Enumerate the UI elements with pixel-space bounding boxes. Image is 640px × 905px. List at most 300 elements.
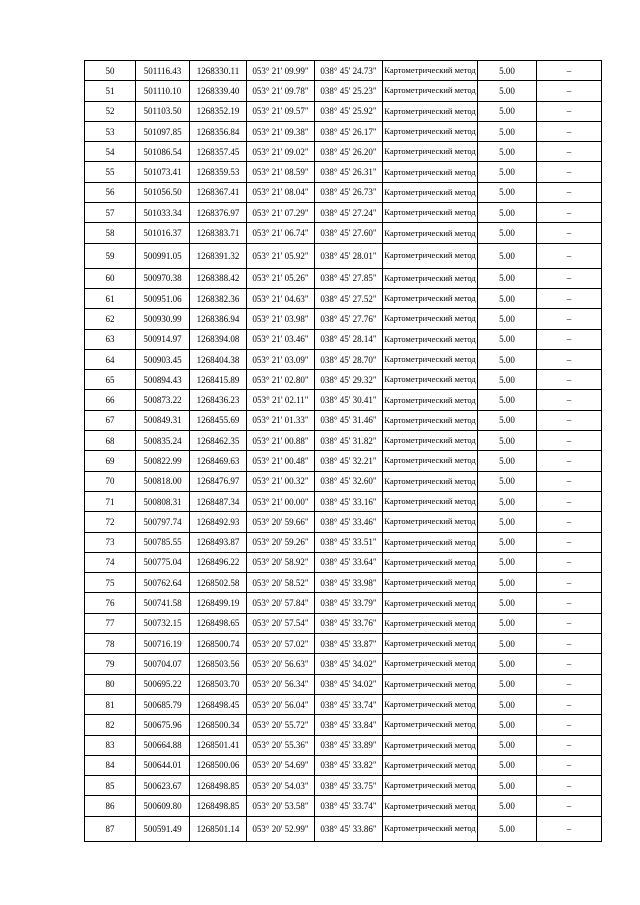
y-coordinate-cell: 1268367.41 <box>190 182 247 202</box>
method-cell: Картометрический метод <box>383 552 478 572</box>
longitude-cell: 038° 45' 25.23" <box>315 81 383 101</box>
y-coordinate-cell: 1268496.22 <box>190 552 247 572</box>
method-cell: Картометрический метод <box>383 776 478 796</box>
table-row <box>85 410 602 430</box>
x-coordinate-cell: 500873.22 <box>136 390 190 410</box>
x-coordinate-cell: 500695.22 <box>136 674 190 694</box>
method-cell: Картометрический метод <box>383 451 478 471</box>
table-row <box>85 101 602 121</box>
point-number-cell: 64 <box>85 349 136 369</box>
method-cell: Картометрический метод <box>383 243 478 268</box>
note-cell: – <box>537 573 602 593</box>
accuracy-cell: 5.00 <box>478 329 537 349</box>
point-number-cell: 65 <box>85 370 136 390</box>
method-cell: Картометрический метод <box>383 532 478 552</box>
latitude-cell: 053° 21' 05.92" <box>247 243 315 268</box>
latitude-cell: 053° 20' 58.52" <box>247 573 315 593</box>
method-cell: Картометрический метод <box>383 816 478 841</box>
x-coordinate-cell: 500930.99 <box>136 309 190 329</box>
method-cell: Картометрический метод <box>383 593 478 613</box>
x-coordinate-cell: 501086.54 <box>136 142 190 162</box>
accuracy-cell: 5.00 <box>478 410 537 430</box>
accuracy-cell: 5.00 <box>478 61 537 81</box>
longitude-cell: 038° 45' 31.46" <box>315 410 383 430</box>
latitude-cell: 053° 21' 09.38" <box>247 121 315 141</box>
note-cell: – <box>537 182 602 202</box>
note-cell: – <box>537 223 602 243</box>
x-coordinate-cell: 500664.88 <box>136 735 190 755</box>
method-cell: Картометрический метод <box>383 512 478 532</box>
method-cell: Картометрический метод <box>383 613 478 633</box>
table-row <box>85 491 602 511</box>
table-row <box>85 309 602 329</box>
y-coordinate-cell: 1268415.89 <box>190 370 247 390</box>
table-row <box>85 370 602 390</box>
table-row <box>85 203 602 223</box>
y-coordinate-cell: 1268476.97 <box>190 471 247 491</box>
point-number-cell: 70 <box>85 471 136 491</box>
table-row <box>85 573 602 593</box>
x-coordinate-cell: 500818.00 <box>136 471 190 491</box>
y-coordinate-cell: 1268499.19 <box>190 593 247 613</box>
note-cell: – <box>537 309 602 329</box>
latitude-cell: 053° 20' 57.84" <box>247 593 315 613</box>
point-number-cell: 53 <box>85 121 136 141</box>
longitude-cell: 038° 45' 32.60" <box>315 471 383 491</box>
y-coordinate-cell: 1268359.53 <box>190 162 247 182</box>
point-number-cell: 76 <box>85 593 136 613</box>
latitude-cell: 053° 21' 08.59" <box>247 162 315 182</box>
accuracy-cell: 5.00 <box>478 491 537 511</box>
method-cell: Картометрический метод <box>383 491 478 511</box>
note-cell: – <box>537 715 602 735</box>
accuracy-cell: 5.00 <box>478 796 537 816</box>
longitude-cell: 038° 45' 33.84" <box>315 715 383 735</box>
table-row <box>85 755 602 775</box>
latitude-cell: 053° 21' 03.09" <box>247 349 315 369</box>
method-cell: Картометрический метод <box>383 755 478 775</box>
latitude-cell: 053° 21' 09.99" <box>247 61 315 81</box>
point-number-cell: 54 <box>85 142 136 162</box>
x-coordinate-cell: 500675.96 <box>136 715 190 735</box>
method-cell: Картометрический метод <box>383 370 478 390</box>
latitude-cell: 053° 21' 00.32" <box>247 471 315 491</box>
x-coordinate-cell: 500970.38 <box>136 268 190 288</box>
x-coordinate-cell: 501103.50 <box>136 101 190 121</box>
latitude-cell: 053° 21' 02.80" <box>247 370 315 390</box>
x-coordinate-cell: 500808.31 <box>136 491 190 511</box>
table-body <box>85 61 602 842</box>
latitude-cell: 053° 20' 54.03" <box>247 776 315 796</box>
y-coordinate-cell: 1268501.14 <box>190 816 247 841</box>
method-cell: Картометрический метод <box>383 288 478 308</box>
point-number-cell: 78 <box>85 634 136 654</box>
note-cell: – <box>537 491 602 511</box>
method-cell: Картометрический метод <box>383 431 478 451</box>
coordinates-table <box>84 60 602 842</box>
y-coordinate-cell: 1268383.71 <box>190 223 247 243</box>
latitude-cell: 053° 21' 03.46" <box>247 329 315 349</box>
x-coordinate-cell: 501073.41 <box>136 162 190 182</box>
table-row <box>85 796 602 816</box>
method-cell: Картометрический метод <box>383 223 478 243</box>
point-number-cell: 77 <box>85 613 136 633</box>
method-cell: Картометрический метод <box>383 796 478 816</box>
accuracy-cell: 5.00 <box>478 142 537 162</box>
point-number-cell: 81 <box>85 694 136 714</box>
table-row <box>85 349 602 369</box>
x-coordinate-cell: 500716.19 <box>136 634 190 654</box>
latitude-cell: 053° 20' 57.54" <box>247 613 315 633</box>
note-cell: – <box>537 101 602 121</box>
point-number-cell: 74 <box>85 552 136 572</box>
note-cell: – <box>537 162 602 182</box>
x-coordinate-cell: 501097.85 <box>136 121 190 141</box>
method-cell: Картометрический метод <box>383 654 478 674</box>
accuracy-cell: 5.00 <box>478 203 537 223</box>
longitude-cell: 038° 45' 27.60" <box>315 223 383 243</box>
accuracy-cell: 5.00 <box>478 816 537 841</box>
latitude-cell: 053° 20' 56.04" <box>247 694 315 714</box>
note-cell: – <box>537 370 602 390</box>
note-cell: – <box>537 243 602 268</box>
table-row <box>85 243 602 268</box>
accuracy-cell: 5.00 <box>478 182 537 202</box>
longitude-cell: 038° 45' 33.74" <box>315 694 383 714</box>
method-cell: Картометрический метод <box>383 268 478 288</box>
y-coordinate-cell: 1268455.69 <box>190 410 247 430</box>
y-coordinate-cell: 1268394.08 <box>190 329 247 349</box>
longitude-cell: 038° 45' 25.92" <box>315 101 383 121</box>
method-cell: Картометрический метод <box>383 182 478 202</box>
method-cell: Картометрический метод <box>383 735 478 755</box>
note-cell: – <box>537 142 602 162</box>
table-row <box>85 634 602 654</box>
accuracy-cell: 5.00 <box>478 431 537 451</box>
accuracy-cell: 5.00 <box>478 735 537 755</box>
table-row <box>85 776 602 796</box>
point-number-cell: 85 <box>85 776 136 796</box>
latitude-cell: 053° 21' 04.63" <box>247 288 315 308</box>
y-coordinate-cell: 1268352.19 <box>190 101 247 121</box>
x-coordinate-cell: 501033.34 <box>136 203 190 223</box>
longitude-cell: 038° 45' 33.89" <box>315 735 383 755</box>
x-coordinate-cell: 500797.74 <box>136 512 190 532</box>
accuracy-cell: 5.00 <box>478 674 537 694</box>
method-cell: Картометрический метод <box>383 81 478 101</box>
point-number-cell: 60 <box>85 268 136 288</box>
point-number-cell: 69 <box>85 451 136 471</box>
table-row <box>85 329 602 349</box>
longitude-cell: 038° 45' 33.46" <box>315 512 383 532</box>
table-row <box>85 552 602 572</box>
y-coordinate-cell: 1268500.74 <box>190 634 247 654</box>
point-number-cell: 52 <box>85 101 136 121</box>
point-number-cell: 63 <box>85 329 136 349</box>
point-number-cell: 75 <box>85 573 136 593</box>
x-coordinate-cell: 500732.15 <box>136 613 190 633</box>
y-coordinate-cell: 1268500.06 <box>190 755 247 775</box>
method-cell: Картометрический метод <box>383 101 478 121</box>
point-number-cell: 58 <box>85 223 136 243</box>
longitude-cell: 038° 45' 34.02" <box>315 674 383 694</box>
x-coordinate-cell: 501016.37 <box>136 223 190 243</box>
point-number-cell: 57 <box>85 203 136 223</box>
method-cell: Картометрический метод <box>383 203 478 223</box>
point-number-cell: 83 <box>85 735 136 755</box>
y-coordinate-cell: 1268339.40 <box>190 81 247 101</box>
accuracy-cell: 5.00 <box>478 268 537 288</box>
x-coordinate-cell: 500623.67 <box>136 776 190 796</box>
point-number-cell: 51 <box>85 81 136 101</box>
accuracy-cell: 5.00 <box>478 309 537 329</box>
note-cell: – <box>537 431 602 451</box>
longitude-cell: 038° 45' 33.51" <box>315 532 383 552</box>
latitude-cell: 053° 20' 59.66" <box>247 512 315 532</box>
y-coordinate-cell: 1268386.94 <box>190 309 247 329</box>
x-coordinate-cell: 501110.10 <box>136 81 190 101</box>
table-row <box>85 512 602 532</box>
point-number-cell: 68 <box>85 431 136 451</box>
longitude-cell: 038° 45' 27.24" <box>315 203 383 223</box>
y-coordinate-cell: 1268503.70 <box>190 674 247 694</box>
latitude-cell: 053° 21' 00.00" <box>247 491 315 511</box>
accuracy-cell: 5.00 <box>478 81 537 101</box>
y-coordinate-cell: 1268404.38 <box>190 349 247 369</box>
x-coordinate-cell: 501116.43 <box>136 61 190 81</box>
accuracy-cell: 5.00 <box>478 471 537 491</box>
note-cell: – <box>537 694 602 714</box>
table-row <box>85 532 602 552</box>
method-cell: Картометрический метод <box>383 390 478 410</box>
table-row <box>85 121 602 141</box>
longitude-cell: 038° 45' 33.79" <box>315 593 383 613</box>
note-cell: – <box>537 203 602 223</box>
point-number-cell: 80 <box>85 674 136 694</box>
accuracy-cell: 5.00 <box>478 121 537 141</box>
accuracy-cell: 5.00 <box>478 634 537 654</box>
point-number-cell: 71 <box>85 491 136 511</box>
latitude-cell: 053° 20' 53.58" <box>247 796 315 816</box>
note-cell: – <box>537 735 602 755</box>
point-number-cell: 84 <box>85 755 136 775</box>
note-cell: – <box>537 121 602 141</box>
table-row <box>85 61 602 81</box>
longitude-cell: 038° 45' 26.20" <box>315 142 383 162</box>
x-coordinate-cell: 500914.97 <box>136 329 190 349</box>
longitude-cell: 038° 45' 26.17" <box>315 121 383 141</box>
accuracy-cell: 5.00 <box>478 243 537 268</box>
y-coordinate-cell: 1268502.58 <box>190 573 247 593</box>
table-row <box>85 593 602 613</box>
longitude-cell: 038° 45' 24.73" <box>315 61 383 81</box>
longitude-cell: 038° 45' 27.85" <box>315 268 383 288</box>
latitude-cell: 053° 21' 07.29" <box>247 203 315 223</box>
x-coordinate-cell: 500685.79 <box>136 694 190 714</box>
accuracy-cell: 5.00 <box>478 694 537 714</box>
method-cell: Картометрический метод <box>383 694 478 714</box>
accuracy-cell: 5.00 <box>478 451 537 471</box>
x-coordinate-cell: 500704.07 <box>136 654 190 674</box>
method-cell: Картометрический метод <box>383 121 478 141</box>
y-coordinate-cell: 1268503.56 <box>190 654 247 674</box>
note-cell: – <box>537 816 602 841</box>
accuracy-cell: 5.00 <box>478 573 537 593</box>
table-row <box>85 288 602 308</box>
longitude-cell: 038° 45' 33.74" <box>315 796 383 816</box>
note-cell: – <box>537 81 602 101</box>
longitude-cell: 038° 45' 34.02" <box>315 654 383 674</box>
accuracy-cell: 5.00 <box>478 512 537 532</box>
table-row <box>85 268 602 288</box>
y-coordinate-cell: 1268498.65 <box>190 613 247 633</box>
accuracy-cell: 5.00 <box>478 552 537 572</box>
note-cell: – <box>537 451 602 471</box>
latitude-cell: 053° 21' 08.04" <box>247 182 315 202</box>
note-cell: – <box>537 329 602 349</box>
note-cell: – <box>537 410 602 430</box>
y-coordinate-cell: 1268462.35 <box>190 431 247 451</box>
y-coordinate-cell: 1268500.34 <box>190 715 247 735</box>
x-coordinate-cell: 500741.58 <box>136 593 190 613</box>
note-cell: – <box>537 268 602 288</box>
table-row <box>85 654 602 674</box>
x-coordinate-cell: 500849.31 <box>136 410 190 430</box>
latitude-cell: 053° 20' 52.99" <box>247 816 315 841</box>
latitude-cell: 053° 21' 00.88" <box>247 431 315 451</box>
latitude-cell: 053° 20' 58.92" <box>247 552 315 572</box>
table-row <box>85 81 602 101</box>
x-coordinate-cell: 500762.64 <box>136 573 190 593</box>
note-cell: – <box>537 471 602 491</box>
note-cell: – <box>537 674 602 694</box>
table-row <box>85 451 602 471</box>
method-cell: Картометрический метод <box>383 634 478 654</box>
accuracy-cell: 5.00 <box>478 715 537 735</box>
latitude-cell: 053° 21' 09.78" <box>247 81 315 101</box>
longitude-cell: 038° 45' 27.76" <box>315 309 383 329</box>
latitude-cell: 053° 21' 09.57" <box>247 101 315 121</box>
y-coordinate-cell: 1268498.85 <box>190 796 247 816</box>
table-row <box>85 162 602 182</box>
table-row <box>85 431 602 451</box>
note-cell: – <box>537 532 602 552</box>
longitude-cell: 038° 45' 33.76" <box>315 613 383 633</box>
accuracy-cell: 5.00 <box>478 776 537 796</box>
y-coordinate-cell: 1268498.85 <box>190 776 247 796</box>
table-row <box>85 816 602 841</box>
accuracy-cell: 5.00 <box>478 370 537 390</box>
method-cell: Картометрический метод <box>383 61 478 81</box>
x-coordinate-cell: 500609.80 <box>136 796 190 816</box>
longitude-cell: 038° 45' 26.73" <box>315 182 383 202</box>
point-number-cell: 56 <box>85 182 136 202</box>
x-coordinate-cell: 500951.06 <box>136 288 190 308</box>
y-coordinate-cell: 1268382.36 <box>190 288 247 308</box>
longitude-cell: 038° 45' 30.41" <box>315 390 383 410</box>
table-row <box>85 735 602 755</box>
y-coordinate-cell: 1268498.45 <box>190 694 247 714</box>
longitude-cell: 038° 45' 28.14" <box>315 329 383 349</box>
latitude-cell: 053° 20' 54.69" <box>247 755 315 775</box>
x-coordinate-cell: 500991.05 <box>136 243 190 268</box>
table-row <box>85 471 602 491</box>
longitude-cell: 038° 45' 33.86" <box>315 816 383 841</box>
note-cell: – <box>537 349 602 369</box>
note-cell: – <box>537 776 602 796</box>
longitude-cell: 038° 45' 28.70" <box>315 349 383 369</box>
accuracy-cell: 5.00 <box>478 593 537 613</box>
method-cell: Картометрический метод <box>383 142 478 162</box>
method-cell: Картометрический метод <box>383 349 478 369</box>
point-number-cell: 86 <box>85 796 136 816</box>
latitude-cell: 053° 20' 55.36" <box>247 735 315 755</box>
note-cell: – <box>537 593 602 613</box>
y-coordinate-cell: 1268493.87 <box>190 532 247 552</box>
latitude-cell: 053° 20' 57.02" <box>247 634 315 654</box>
y-coordinate-cell: 1268356.84 <box>190 121 247 141</box>
x-coordinate-cell: 500835.24 <box>136 431 190 451</box>
y-coordinate-cell: 1268357.45 <box>190 142 247 162</box>
note-cell: – <box>537 755 602 775</box>
latitude-cell: 053° 20' 56.34" <box>247 674 315 694</box>
method-cell: Картометрический метод <box>383 329 478 349</box>
longitude-cell: 038° 45' 33.98" <box>315 573 383 593</box>
table-row <box>85 142 602 162</box>
point-number-cell: 62 <box>85 309 136 329</box>
point-number-cell: 59 <box>85 243 136 268</box>
y-coordinate-cell: 1268330.11 <box>190 61 247 81</box>
latitude-cell: 053° 21' 01.33" <box>247 410 315 430</box>
accuracy-cell: 5.00 <box>478 223 537 243</box>
accuracy-cell: 5.00 <box>478 349 537 369</box>
y-coordinate-cell: 1268436.23 <box>190 390 247 410</box>
latitude-cell: 053° 20' 56.63" <box>247 654 315 674</box>
method-cell: Картометрический метод <box>383 162 478 182</box>
method-cell: Картометрический метод <box>383 410 478 430</box>
x-coordinate-cell: 500785.55 <box>136 532 190 552</box>
x-coordinate-cell: 500903.45 <box>136 349 190 369</box>
longitude-cell: 038° 45' 26.31" <box>315 162 383 182</box>
note-cell: – <box>537 796 602 816</box>
latitude-cell: 053° 21' 03.98" <box>247 309 315 329</box>
table-row <box>85 613 602 633</box>
accuracy-cell: 5.00 <box>478 755 537 775</box>
accuracy-cell: 5.00 <box>478 288 537 308</box>
note-cell: – <box>537 512 602 532</box>
note-cell: – <box>537 613 602 633</box>
accuracy-cell: 5.00 <box>478 101 537 121</box>
longitude-cell: 038° 45' 33.16" <box>315 491 383 511</box>
latitude-cell: 053° 21' 05.26" <box>247 268 315 288</box>
latitude-cell: 053° 20' 59.26" <box>247 532 315 552</box>
y-coordinate-cell: 1268391.32 <box>190 243 247 268</box>
latitude-cell: 053° 20' 55.72" <box>247 715 315 735</box>
y-coordinate-cell: 1268487.34 <box>190 491 247 511</box>
longitude-cell: 038° 45' 33.82" <box>315 755 383 775</box>
x-coordinate-cell: 500775.04 <box>136 552 190 572</box>
y-coordinate-cell: 1268501.41 <box>190 735 247 755</box>
point-number-cell: 61 <box>85 288 136 308</box>
point-number-cell: 87 <box>85 816 136 841</box>
y-coordinate-cell: 1268492.93 <box>190 512 247 532</box>
y-coordinate-cell: 1268388.42 <box>190 268 247 288</box>
latitude-cell: 053° 21' 06.74" <box>247 223 315 243</box>
latitude-cell: 053° 21' 02.11" <box>247 390 315 410</box>
table-row <box>85 223 602 243</box>
x-coordinate-cell: 500894.43 <box>136 370 190 390</box>
method-cell: Картометрический метод <box>383 715 478 735</box>
